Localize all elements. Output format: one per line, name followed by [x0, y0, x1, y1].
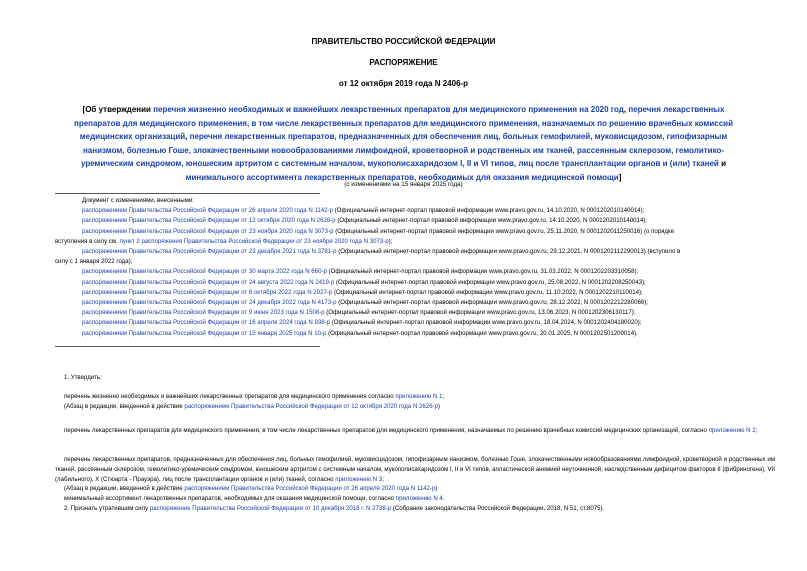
- appendix-4-link[interactable]: приложению N 4: [395, 495, 443, 503]
- change-link[interactable]: распоряжением Правительства Российской Федерации от 6 октября 2022 года N 2927-р: [82, 288, 333, 296]
- change-item: распоряжением Правительства Российской Федерации от 15 января 2025 года N 10-р (Официальный интернет-портал правовой информации www.pravo.gov.ru, 20.01.2025, N 0001202501200014).: [82, 329, 638, 337]
- change-item: распоряжением Правительства Российской Федерации от 6 октября 2022 года N 2927-р (Официальный интернет-портал правовой информации www.pravo.gov.ru, 11.10.2022, N 0001202210110014);: [82, 288, 643, 296]
- change-item: распоряжением Правительства Российской Федерации от 24 декабря 2022 года N 4173-р (Официальный интернет-портал правовой информации www.pravo.gov.ru, 28.12.2022, N 0001202212280066);: [82, 299, 648, 307]
- title-link-3[interactable]: перечня лекарственных препаратов, предназначенных для обеспечения лиц, больных гемофилией, муковисцидозом, гипофизарным нанизмом, болезнью Гоше, злокачественными новообразованиями лимфоидной, кроветворной и родственных им тканей, рассеянным склерозом, гемолитико-уремическим синдромом, юношеским артритом с системным началом, мукополисахаридозом I, II и VI типов, лиц после трансплантации органов и (или) тканей: [80, 132, 728, 168]
- amendment-link[interactable]: распоряжением Правительства Российской Федерации от 12 октября 2020 года N 2626-р: [184, 402, 439, 410]
- change-link[interactable]: распоряжением Правительства Российской Федерации от 16 апреля 2024 года N 938-р: [82, 319, 331, 327]
- paragraph-list-2: перечень лекарственных препаратов для медицинского применения, в том числе лекарственных препаратов для медицинского применения, назначаемых по решению врачебных комиссий медицинских организаций, согласно приложению N 2;: [64, 427, 758, 434]
- change-link[interactable]: распоряжением Правительства Российской Федерации от 15 января 2025 года N 10-р: [82, 329, 327, 337]
- repealed-order-link[interactable]: распоряжение Правительства Российской Федерации от 10 декабря 2018 г. N 2738-р: [149, 504, 392, 512]
- amendment-link[interactable]: распоряжением Правительства Российской Федерации от 26 апреля 2020 года N 1142-р: [184, 485, 436, 493]
- change-item: распоряжением Правительства Российской Федерации от 24 августа 2022 года N 2419-р (Официальный интернет-портал правовой информации www.pravo.gov.ru, 25.08.2022, N 0001202208250043);: [82, 278, 646, 286]
- title-link-2[interactable]: перечня лекарственных препаратов для медицинского применения, в том числе лекарственных препаратов для медицинского применения, назначаемых по решению врачебных комиссий медицинских организаций: [73, 105, 733, 141]
- change-item: распоряжением Правительства Российской Федерации от 26 апреля 2020 года N 1142-р (Официальный интернет-портал правовой информации www.pravo.gov.ru, 14.10.2020, N 0001202010140014);: [82, 207, 645, 215]
- divider-top: [55, 193, 320, 194]
- title-sep: ,: [185, 132, 190, 141]
- document-type: РАСПОРЯЖЕНИЕ: [369, 58, 438, 67]
- change-item: распоряжением Правительства Российской Федерации от 30 марта 2022 года N 660-р (Официальный интернет-портал правовой информации www.pravo.gov.ru, 31.03.2022, N 0001202203310058);: [82, 268, 639, 276]
- document-date-number: от 12 октября 2019 года N 2406-р: [338, 79, 469, 88]
- changes-list: [55, 196, 775, 339]
- change-link[interactable]: распоряжением Правительства Российской Федерации от 23 ноября 2020 года N 3073-р: [82, 227, 334, 235]
- appendix-2-link[interactable]: приложению N 2: [708, 427, 756, 434]
- document-title: [60, 103, 747, 184]
- change-link[interactable]: распоряжением Правительства Российской Федерации от 24 августа 2022 года N 2419-р: [82, 278, 335, 286]
- edition-note: (с изменениями на 15 января 2025 года): [344, 181, 463, 188]
- change-link[interactable]: пункт 2 распоряжения Правительства Российской Федерации от 23 ноября 2020 года N 3073-р: [119, 237, 389, 245]
- change-item-continuation: силу с 1 января 2022 года);: [55, 258, 133, 266]
- change-item: распоряжением Правительства Российской Федерации от 23 ноября 2020 года N 3073-р (Официальный интернет-портал правовой информации www.pravo.gov.ru, 25.11.2020, N 0001202011250016) (о порядке: [82, 227, 675, 235]
- change-link[interactable]: распоряжением Правительства Российской Федерации от 30 марта 2022 года N 660-р: [82, 268, 327, 276]
- appendix-3-link[interactable]: приложению N 3: [335, 475, 383, 483]
- title-sep: ,: [623, 105, 629, 114]
- divider-bottom: [55, 346, 320, 347]
- change-link[interactable]: распоряжением Правительства Российской Федерации от 23 декабря 2021 года N 3781-р: [82, 248, 337, 256]
- change-item: распоряжением Правительства Российской Федерации от 23 декабря 2021 года N 3781-р (Официальный интернет-портал правовой информации www.pravo.gov.ru, 29.12.2021, N 0001202112290013) (вступило в: [82, 248, 681, 256]
- clause-1: 1. Утвердить:: [64, 374, 102, 381]
- change-link[interactable]: распоряжением Правительства Российской Федерации от 12 октября 2020 года N 2626-р: [82, 217, 336, 225]
- title-sep: и: [718, 159, 726, 168]
- appendix-1-link[interactable]: приложению N 1: [395, 393, 443, 400]
- change-item-continuation: вступления в силу см. пункт 2 распоряжения Правительства Российской Федерации от 23 ноября 2020 года N 3073-р);: [55, 237, 393, 245]
- change-item: распоряжением Правительства Российской Федерации от 12 октября 2020 года N 2626-р (Официальный интернет-портал правовой информации www.pravo.gov.ru, 14.10.2020, N 0001202010140014);: [82, 217, 648, 225]
- title-close: ]: [618, 172, 622, 182]
- title-link-4[interactable]: минимального ассортимента лекарственных препаратов, необходимых для оказания медицинской помощи: [185, 172, 619, 182]
- title-open: [Об утверждении: [82, 105, 154, 114]
- change-link[interactable]: распоряжением Правительства Российской Федерации от 9 июня 2023 года N 1508-р: [82, 309, 325, 317]
- title-link-1[interactable]: перечня жизненно необходимых и важнейших лекарственных препаратов для медицинского применения на 2020 год: [153, 105, 624, 114]
- paragraph-list-3: перечень лекарственных препаратов, предназначенных для обеспечения лиц, больных гемофилией, муковисцидозом, гипофизарным нанизмом, болезнью Гоше, злокачественными новообразованиями лимфоидной, кроветворной и родственных им тканей, рассеянным склерозом, гемолитико-уремическим синдромом, юношеским артритом с системным началом, мукополисахаридозом I, II и VI типов, апластической анемией неуточненной, наследственным дефицитом факторов II (фибриногена), VII (лабильного), X (Стюарта - Прауэра), лиц после трансплантации органов и (или) тканей, согласно приложению N 3; (Абзац в редакции, введенной в действие распоряжением Правительства Российской Федерации от 26 апреля 2020 года N 1142-р) минимальный ассортимент лекарственных препаратов, необходимых для оказания медицинской помощи, согласно приложению N 4. 2. Признать утратившим силу распоряжение Правительства Российской Федерации от 10 декабря 2018 г. N 2738-р (Собрание законодательства Российской Федерации, 2018, N 51, ст.8075).: [55, 456, 775, 512]
- change-item: распоряжением Правительства Российской Федерации от 16 апреля 2024 года N 938-р (Официальный интернет-портал правовой информации www.pravo.gov.ru, 18.04.2024, N 0001202404180020);: [82, 319, 642, 327]
- changes-intro: Документ с изменениями, внесенными:: [82, 197, 194, 204]
- change-item: распоряжением Правительства Российской Федерации от 9 июня 2023 года N 1508-р (Официальный интернет-портал правовой информации www.pravo.gov.ru, 13.06.2023, N 0001202306130117);: [82, 309, 636, 317]
- paragraph-list-1: перечень жизненно необходимых и важнейших лекарственных препаратов для медицинского применения согласно приложению N 1; (Абзац в редакции, введенной в действие распоряжением Правительства Российской Федерации от 12 октября 2020 года N 2626-р): [64, 393, 445, 410]
- change-link[interactable]: распоряжением Правительства Российской Федерации от 24 декабря 2022 года N 4173-р: [82, 299, 337, 307]
- change-link[interactable]: распоряжением Правительства Российской Федерации от 26 апреля 2020 года N 1142-р: [82, 207, 333, 215]
- government-name: ПРАВИТЕЛЬСТВО РОССИЙСКОЙ ФЕДЕРАЦИИ: [311, 37, 496, 46]
